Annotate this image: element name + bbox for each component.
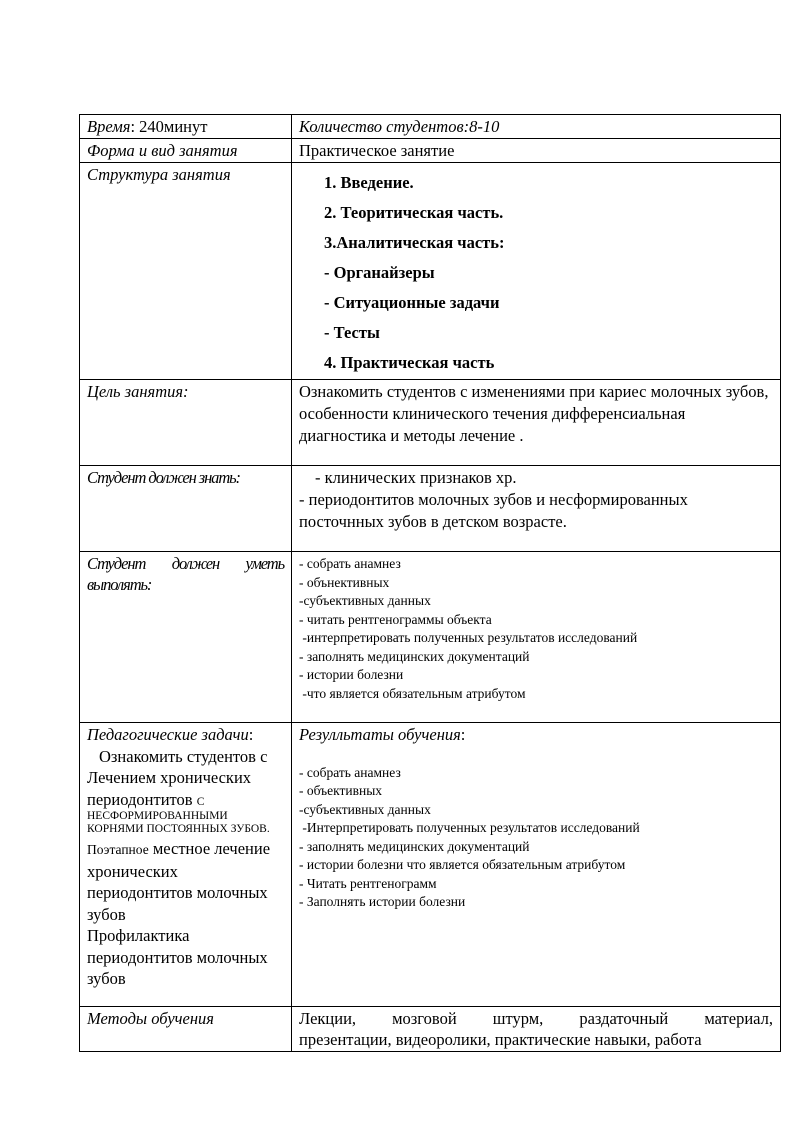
goal-label-cell — [80, 380, 292, 466]
pedagogy-line: Лечением хронических — [87, 768, 252, 787]
methods-line-1: Лекции, мозговой штурм, раздаточный материал, — [299, 1009, 773, 1028]
time-cell — [80, 115, 292, 139]
able-value-cell — [292, 552, 781, 723]
pedagogy-small: Поэтапное — [87, 842, 149, 857]
know-label-cell — [80, 466, 292, 552]
structure-label: Структура занятия — [87, 165, 231, 184]
results-item: - Читать рентгенограмм — [299, 875, 437, 891]
able-label-line-2: выполять: — [87, 575, 152, 594]
methods-value-cell — [292, 1007, 781, 1052]
able-item: -субъективных данных — [299, 593, 431, 608]
form-label-cell — [80, 139, 292, 163]
results-list — [299, 764, 773, 912]
structure-item: - Тесты — [324, 323, 380, 342]
row-know — [80, 466, 781, 552]
pedagogy-line: зубов — [87, 969, 126, 988]
know-label: Студент должен знать: — [87, 468, 240, 487]
able-item: - заполнять медицинских документаций — [299, 648, 530, 664]
methods-label-cell — [80, 1007, 292, 1052]
able-label-cell — [80, 552, 292, 723]
form-value: Практическое занятие — [299, 141, 455, 160]
able-item: - собрать анамнез — [299, 556, 401, 571]
methods-line-2: презентации, видеоролики, практические навыки, работа — [299, 1030, 702, 1049]
pedagogy-line: Профилактика — [87, 926, 190, 945]
results-item: - истории болезни что является обязательным атрибутом — [299, 857, 626, 872]
pedagogy-line: периодонтитов молочных — [87, 883, 268, 902]
goal-text: Ознакомить студентов с изменениями при кариес молочных зубов, особенности клинического течения дифференсиальная диагностика и методы лечение . — [299, 382, 769, 445]
students-cell — [292, 115, 781, 139]
results-item: -Интерпретировать полученных результатов исследований — [299, 820, 640, 835]
row-pedagogy — [80, 723, 781, 1007]
results-label-suffix: : — [460, 725, 466, 744]
lesson-plan-table — [79, 114, 781, 1052]
row-able — [80, 552, 781, 723]
able-item: -что является обязательным атрибутом — [299, 685, 526, 701]
know-line-1: - клинических признаков хр. — [315, 468, 517, 487]
form-label: Форма и вид занятия — [87, 141, 238, 160]
students-count: Количество студентов:8-10 — [299, 117, 500, 136]
results-cell — [292, 723, 781, 1007]
row-methods — [80, 1007, 781, 1052]
able-item: - читать рентгенограммы объекта — [299, 611, 492, 627]
pedagogy-small-block: НЕСФОРМИРОВАННЫМИ КОРНЯМИ ПОСТОЯННЫХ ЗУБОВ. — [87, 810, 270, 835]
row-time — [80, 115, 781, 139]
pedagogy-label: Педагогические задачи — [87, 725, 249, 744]
structure-item: 3.Аналитическая часть: — [324, 233, 505, 252]
know-line-2: - периодонтитов молочных зубов и несформированных посточнных зубов в детском возрасте. — [299, 490, 688, 531]
structure-list — [299, 168, 773, 378]
pedagogy-line: местное лечение — [148, 839, 271, 858]
results-item: - заполнять медицинских документаций — [299, 838, 530, 854]
row-goal — [80, 380, 781, 466]
results-item: - объективных — [299, 783, 383, 798]
pedagogy-line: Ознакомить студентов с — [99, 746, 268, 766]
results-item: - Заполнять истории болезни — [299, 894, 466, 909]
able-item: -интерпретировать полученных результатов исследований — [299, 630, 638, 645]
structure-item: 1. Введение. — [324, 173, 414, 192]
structure-item: 2. Теоритическая часть. — [324, 203, 504, 222]
pedagogy-line: хронических — [87, 861, 178, 881]
pedagogy-cell — [80, 723, 292, 1007]
able-label-line-1: Студент должен уметь — [87, 554, 284, 573]
structure-label-cell — [80, 163, 292, 380]
pedagogy-line: зубов — [87, 904, 126, 924]
goal-label: Цель занятия: — [87, 382, 189, 401]
structure-item: - Органайзеры — [324, 263, 435, 282]
row-form — [80, 139, 781, 163]
results-item: -субъективных данных — [299, 801, 431, 817]
results-item: - собрать анамнез — [299, 764, 401, 780]
methods-label: Методы обучения — [87, 1009, 214, 1028]
time-value: : 240минут — [130, 117, 208, 136]
results-label: Резулльтаты обучения — [299, 725, 461, 744]
pedagogy-line: периодонтитов молочных — [87, 947, 268, 967]
pedagogy-label-suffix: : — [248, 725, 254, 744]
able-item: - истории болезни — [299, 667, 404, 682]
goal-value-cell — [292, 380, 781, 466]
structure-item: - Ситуационные задачи — [324, 293, 500, 312]
row-structure — [80, 163, 781, 380]
able-list — [299, 555, 773, 703]
pedagogy-small: С — [196, 795, 205, 808]
time-label: Время — [87, 117, 131, 136]
know-value-cell — [292, 466, 781, 552]
structure-value-cell — [292, 163, 781, 380]
structure-item: 4. Практическая часть — [324, 353, 495, 372]
form-value-cell — [292, 139, 781, 163]
pedagogy-line: периодонтитов — [87, 789, 193, 809]
able-item: - обънективных — [299, 574, 390, 590]
